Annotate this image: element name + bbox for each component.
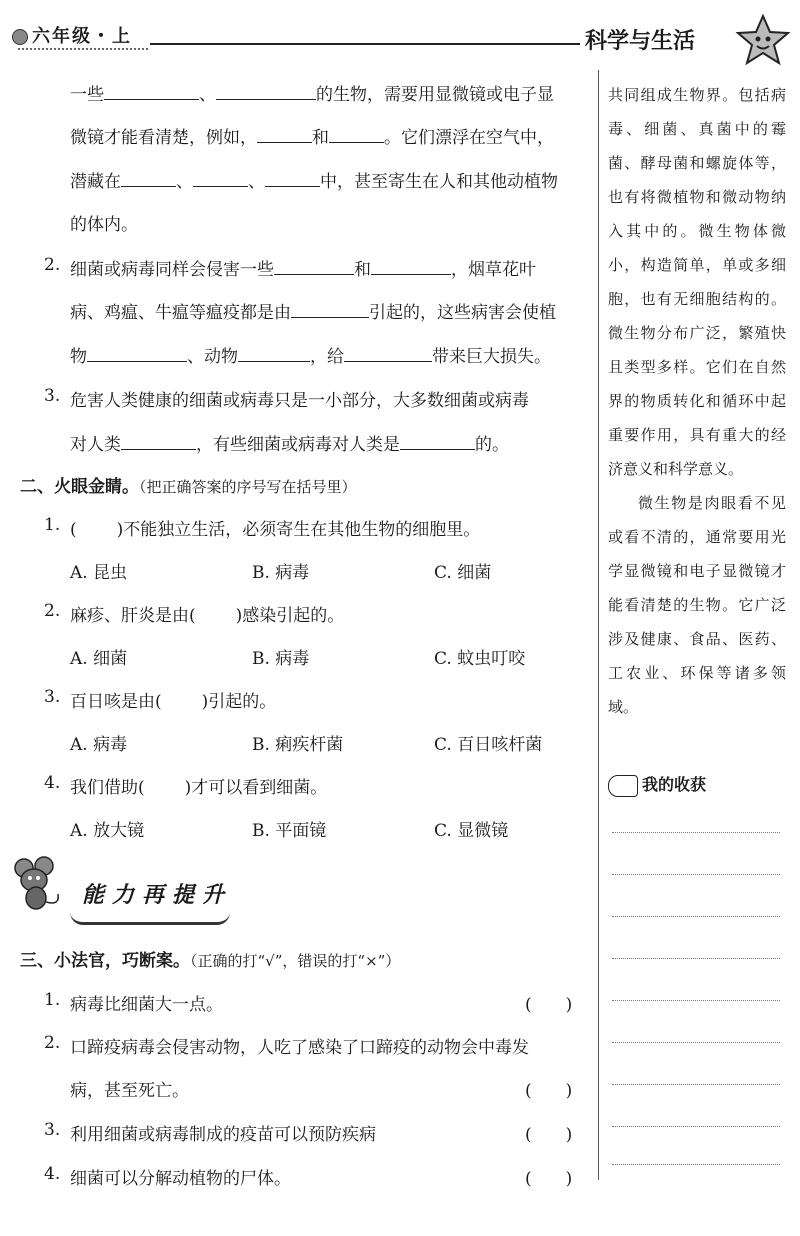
text: 、 [199, 85, 216, 105]
option-c: C. 显微镜 [434, 821, 509, 841]
note-line[interactable] [612, 916, 780, 917]
option-c: C. 百日咳杆菌 [434, 735, 543, 755]
text: 物 [70, 347, 87, 367]
question-text [70, 515, 480, 540]
text: 病、鸡瘟、牛瘟等瘟疫都是由 [70, 303, 291, 323]
question-text [70, 601, 344, 626]
answer-blank[interactable] [274, 256, 354, 275]
answer-blank[interactable] [193, 168, 248, 187]
option-b: B. 平面镜 [252, 821, 327, 841]
text: 潜藏在 [70, 172, 121, 192]
text: ，给 [310, 347, 344, 367]
answer-blank[interactable] [121, 168, 176, 187]
fill-line [70, 342, 551, 367]
text: 、 [248, 172, 265, 192]
fill-line [70, 255, 536, 280]
answer-paren[interactable]: ( ) [525, 1169, 573, 1189]
fill-line [70, 430, 509, 455]
question-number: 2. [44, 601, 61, 621]
answer-blank[interactable] [371, 256, 451, 275]
fill-line-3 [70, 167, 558, 192]
answer-paren[interactable]: ( ) [525, 1081, 573, 1101]
note-line[interactable] [612, 1000, 780, 1001]
note-line[interactable] [612, 958, 780, 959]
text: 、动物 [187, 347, 238, 367]
answer-paren[interactable]: ( ) [525, 1125, 573, 1145]
statement-text: 病毒比细菌大一点。 [70, 995, 223, 1015]
question-number: 3. [44, 1120, 61, 1140]
pointing-hand-icon [608, 775, 638, 797]
answer-paren[interactable]: ( ) [525, 995, 573, 1015]
text: ( [70, 520, 77, 540]
text: )引起的。 [201, 692, 277, 712]
question-number: 4. [44, 1164, 61, 1184]
option-a: A. 病毒 [70, 735, 128, 755]
question-number: 2. [44, 1033, 61, 1053]
sidebar-paragraph-1: 共同组成生物界。包括病毒、细菌、真菌中的霉菌、酵母菌和螺旋体等，也有将微植物和微动物纳入其中的。微生物体微小，构造简单，单或多细胞，也有无细胞结构的。微生物分布广泛，繁殖快且类型多样。它们在自然界的物质转化和循环中起重要作用，具有重大的经济意义和科学意义。 [608, 86, 786, 478]
text: ，烟草花叶 [451, 260, 536, 280]
fill-line-4: 的体内。 [70, 215, 138, 235]
harvest-heading [608, 772, 706, 797]
text: 微镜才能看清楚，例如， [70, 128, 257, 148]
option-b: B. 病毒 [252, 649, 310, 669]
ball-icon [12, 29, 28, 45]
note-line[interactable] [612, 1042, 780, 1043]
text: 、 [176, 172, 193, 192]
question-text [70, 687, 276, 712]
section3-heading [20, 946, 400, 971]
text: 引起的，这些病害会使植 [369, 303, 556, 323]
answer-blank[interactable] [344, 343, 432, 362]
statement-text: 利用细菌或病毒制成的疫苗可以预防疾病 [70, 1125, 376, 1145]
text: 中，甚至寄生在人和其他动植物 [320, 172, 558, 192]
note-line[interactable] [612, 1164, 780, 1165]
answer-blank[interactable] [238, 343, 310, 362]
option-a: A. 放大镜 [70, 821, 145, 841]
question-number: 3. [44, 386, 61, 406]
text: 麻疹、肝炎是由( [70, 606, 196, 626]
fill-line [70, 298, 556, 323]
header-dotted-line [18, 48, 148, 50]
section-title: 二、火眼金睛。 [20, 477, 139, 497]
question-text [70, 773, 327, 798]
option-c: C. 蚊虫叮咬 [434, 649, 526, 669]
text: 细菌或病毒同样会侵害一些 [70, 260, 274, 280]
text: )才可以看到细菌。 [184, 778, 328, 798]
grade-text: 六年级・上 [32, 26, 132, 47]
fill-line-2 [70, 123, 554, 148]
section2-heading [20, 472, 357, 497]
section-note: （正确的打“√”，错误的打“×”） [190, 952, 401, 970]
grade-label [12, 22, 132, 48]
section-title: 三、小法官，巧断案。 [20, 951, 190, 971]
question-number: 2. [44, 255, 61, 275]
answer-blank[interactable] [257, 124, 312, 143]
answer-blank[interactable] [216, 81, 316, 100]
answer-blank[interactable] [87, 343, 187, 362]
ability-banner [10, 856, 233, 916]
text: 我们借助( [70, 778, 145, 798]
question-number: 1. [44, 990, 61, 1010]
answer-blank[interactable] [400, 431, 475, 450]
answer-blank[interactable] [121, 431, 196, 450]
text: 的。 [475, 435, 509, 455]
question-number: 1. [44, 515, 61, 535]
text: 和 [312, 128, 329, 148]
sidebar-paragraph-2: 微生物是肉眼看不见或看不清的，通常要用光学显微镜和电子显微镜才能看清楚的生物。它广泛涉及健康、食品、医药、工农业、环保等诸多领域。 [608, 494, 786, 716]
text: 对人类 [70, 435, 121, 455]
statement-text: 口蹄疫病毒会侵害动物，人吃了感染了口蹄疫的动物会中毒发 [70, 1038, 529, 1058]
answer-blank[interactable] [265, 168, 320, 187]
text: 一些 [70, 85, 104, 105]
option-b: B. 病毒 [252, 563, 310, 583]
star-mascot-icon [735, 14, 791, 66]
section-note: （把正确答案的序号写在括号里） [139, 478, 357, 496]
header-rule [150, 43, 580, 45]
text: 带来巨大损失。 [432, 347, 551, 367]
fill-line: 危害人类健康的细菌或病毒只是一小部分，大多数细菌或病毒 [70, 391, 529, 411]
text: 和 [354, 260, 371, 280]
text: )感染引起的。 [235, 606, 345, 626]
option-a: A. 昆虫 [70, 563, 128, 583]
text: ，有些细菌或病毒对人类是 [196, 435, 400, 455]
fill-line-1 [70, 80, 554, 105]
option-a: A. 细菌 [70, 649, 128, 669]
note-line[interactable] [612, 1084, 780, 1085]
text: )不能独立生活，必须寄生在其他生物的细胞里。 [116, 520, 481, 540]
option-b: B. 痢疾杆菌 [252, 735, 344, 755]
answer-blank[interactable] [329, 124, 384, 143]
question-number: 4. [44, 773, 61, 793]
harvest-label: 我的收获 [642, 775, 707, 794]
sidebar-reading [608, 78, 786, 724]
text: 。它们漂浮在空气中， [384, 128, 554, 148]
question-number: 3. [44, 687, 61, 707]
column-divider [598, 70, 599, 1180]
statement-text: 病，甚至死亡。 [70, 1081, 189, 1101]
text: 的生物，需要用显微镜或电子显 [316, 85, 554, 105]
ability-swoosh [70, 912, 230, 925]
answer-blank[interactable] [104, 81, 199, 100]
statement-text: 细菌可以分解动植物的尸体。 [70, 1169, 291, 1189]
note-line[interactable] [612, 874, 780, 875]
note-line[interactable] [612, 1126, 780, 1127]
answer-blank[interactable] [291, 299, 369, 318]
brand-title: 科学与生活 [585, 29, 696, 54]
ability-title: 能力再提升 [82, 882, 233, 908]
option-c: C. 细菌 [434, 563, 492, 583]
mouse-mascot-icon [10, 856, 66, 912]
note-line[interactable] [612, 832, 780, 833]
text: 百日咳是由( [70, 692, 162, 712]
